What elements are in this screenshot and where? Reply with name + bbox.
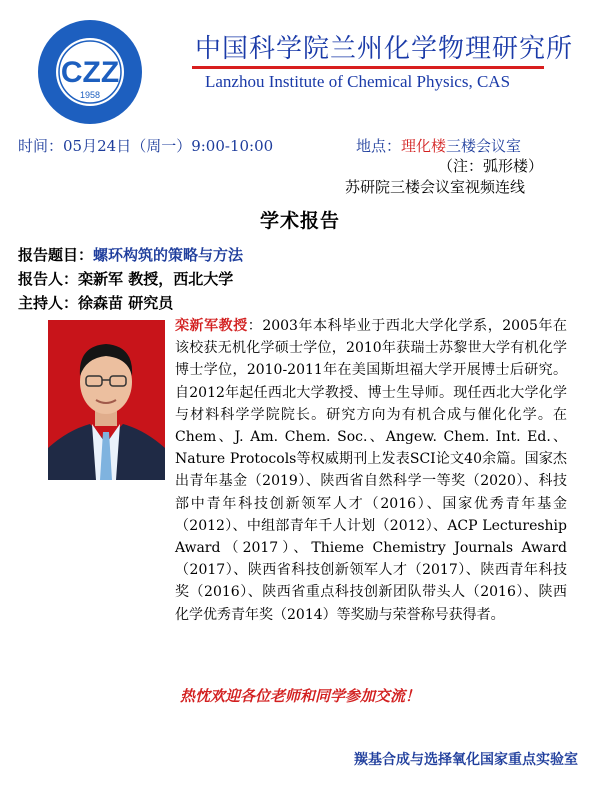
header-divider — [192, 66, 544, 69]
place-label: 地点： — [356, 137, 402, 155]
host-label: 主持人： — [18, 294, 79, 312]
bio-name: 栾新军教授 — [175, 318, 248, 334]
video-link-note: 苏研院三楼会议室视频连线 — [345, 178, 526, 196]
speaker-bio — [175, 315, 567, 626]
host-value: 徐森苗 研究员 — [78, 294, 174, 312]
bio-text: ：2003年本科毕业于西北大学化学系，2005年在该校获无机化学硕士学位，2010年获瑞士苏黎世大学有机化学博士学位，2010-2011年在美国斯坦福大学开展博士后研究。自2012年起任西北大学教授、博士生导师。现任西北大学化学与材料科学学院院长。研究方向为有机合成与催化化学。在Chem、J. Am. Chem. Soc.、Angew. Chem. Int. Ed.、Nature Protocols等权威期刊上发表SCI论文40余篇。国家杰出青年基金（2019）、陕西省自然科学一等奖（2020）、科技部中青年科技创新领军人才（2016）、国家优秀青年基金（2012）、中组部青年千人计划（2012）、ACP Lectureship Award（2017）、Thieme Chemistry Journals Award（2017）、陕西省科技创新领军人才（2017）、陕西青年科技奖（2016）、陕西省重点科技创新团队带头人（2016）、陕西化学优秀青年奖（2014）等奖励与荣誉称号获得者。 — [175, 318, 568, 623]
welcome-message: 热忱欢迎各位老师和同学参加交流！ — [179, 687, 420, 705]
speaker-label: 报告人： — [18, 270, 79, 288]
place-room: 三楼会议室 — [446, 137, 522, 155]
page-title: 学术报告 — [259, 210, 340, 232]
host-lab: 羰基合成与选择氧化国家重点实验室 — [354, 752, 578, 768]
time-value: 05月24日（周一）9:00-10:00 — [63, 137, 274, 155]
place-building: 理化楼 — [401, 137, 447, 155]
host-line — [18, 292, 173, 313]
time-label: 时间： — [18, 137, 64, 155]
institute-logo — [36, 18, 144, 126]
logo-monogram: CZZ — [60, 56, 120, 89]
title-value: 螺环构筑的策略与方法 — [93, 246, 244, 264]
report-title-line — [18, 244, 243, 265]
title-label: 报告题目： — [18, 246, 94, 264]
logo-year: 1958 — [79, 90, 101, 100]
place-note: （注：弧形楼） — [438, 157, 544, 175]
institute-name-en: Lanzhou Institute of Chemical Physics, CAS — [205, 72, 511, 91]
institute-name-cn: 中国科学院兰州化学物理研究所 — [195, 34, 574, 64]
place-line — [356, 135, 521, 156]
time-line — [18, 135, 273, 156]
speaker-value: 栾新军 教授，西北大学 — [78, 270, 234, 288]
speaker-photo — [48, 320, 165, 480]
speaker-line — [18, 268, 233, 289]
